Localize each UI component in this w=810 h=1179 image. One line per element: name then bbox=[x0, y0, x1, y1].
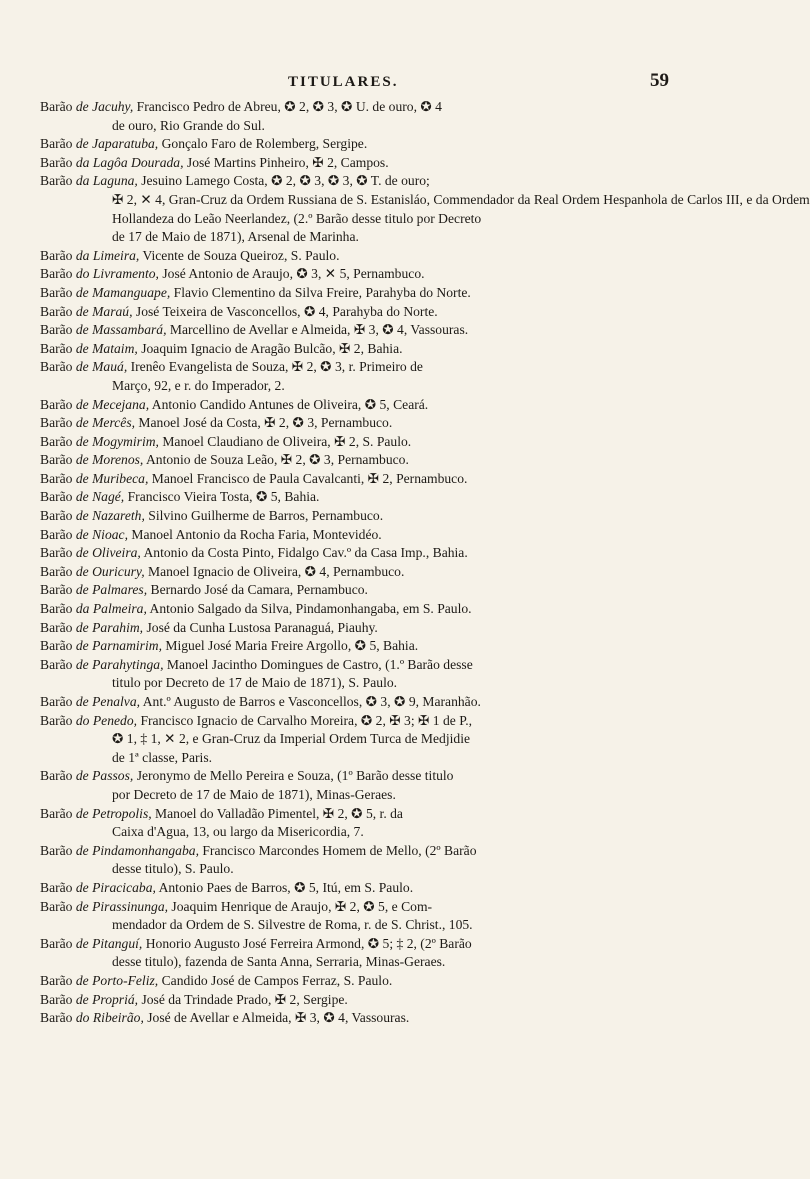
title-entry bbox=[40, 98, 725, 135]
page-number: 59 bbox=[650, 70, 669, 91]
title-entry bbox=[40, 303, 725, 322]
entry-continuation-line: Caixa d'Agua, 13, ou largo da Misericordia, 7. bbox=[112, 824, 364, 840]
title-entry bbox=[40, 488, 725, 507]
title-entry bbox=[40, 247, 725, 266]
entry-continuation-line: desse titulo), fazenda de Santa Anna, Serraria, Minas-Geraes. bbox=[112, 954, 446, 970]
entry-first-line bbox=[40, 972, 725, 991]
title-entry bbox=[40, 637, 725, 656]
entry-first-line bbox=[40, 712, 725, 731]
entry-title: Barão bbox=[40, 452, 73, 468]
entry-first-line bbox=[40, 414, 725, 433]
entry-place-name: de Morenos, bbox=[75, 452, 144, 468]
entry-title: Barão bbox=[40, 359, 73, 375]
title-entry bbox=[40, 284, 725, 303]
entry-title: Barão bbox=[40, 972, 73, 988]
entry-title: Barão bbox=[40, 489, 73, 505]
entry-place-name: de Maraú, bbox=[75, 303, 133, 319]
entry-title: Barão bbox=[40, 656, 73, 672]
entry-text: José Teixeira de Vasconcellos, ✪ 4, Parahyba do Norte. bbox=[135, 303, 438, 319]
entry-text: Joaquim Henrique de Araujo, ✠ 2, ✪ 5, e Com- bbox=[171, 898, 433, 914]
entry-text: José Martins Pinheiro, ✠ 2, Campos. bbox=[186, 154, 389, 170]
entry-place-name: de Muribeca, bbox=[75, 470, 149, 486]
entry-first-line bbox=[40, 98, 725, 117]
entry-continuation-line: ✠ 2, ✕ 4, Gran-Cruz da Ordem Russiana de S. Estanisláo, Commendador da Real Ordem Hespanhola de Carlos III, e da Ordem bbox=[112, 191, 810, 207]
title-entry bbox=[40, 154, 725, 173]
title-entry bbox=[40, 526, 725, 545]
entry-first-line bbox=[40, 767, 725, 786]
entry-place-name: de Jacuhy, bbox=[75, 99, 134, 114]
entry-text: Antonio Salgado da Silva, Pindamonhangaba, em S. Paulo. bbox=[149, 601, 472, 617]
entry-title: Barão bbox=[40, 601, 73, 617]
entry-continuation-line: Março, 92, e r. do Imperador, 2. bbox=[112, 377, 285, 393]
entry-text: José de Avellar e Almeida, ✠ 3, ✪ 4, Vassouras. bbox=[147, 1010, 410, 1026]
entry-title: Barão bbox=[40, 712, 73, 728]
entry-place-name: de Pitanguí, bbox=[75, 935, 143, 951]
entry-first-line bbox=[40, 172, 725, 191]
entry-first-line bbox=[40, 507, 725, 526]
entry-place-name: de Pindamonhangaba, bbox=[75, 842, 199, 858]
entry-place-name: de Mecejana, bbox=[75, 396, 150, 412]
entry-text: Francisco Pedro de Abreu, ✪ 2, ✪ 3, ✪ U. de ouro, ✪ 4 bbox=[136, 99, 442, 114]
title-entry bbox=[40, 712, 725, 768]
entry-title: Barão bbox=[40, 694, 73, 709]
entry-first-line bbox=[40, 135, 725, 154]
entry-place-name: de Parnamirim, bbox=[75, 638, 162, 654]
entry-place-name: de Nagé, bbox=[75, 489, 125, 505]
title-entry bbox=[40, 805, 725, 842]
entry-place-name: do Ribeirão, bbox=[75, 1010, 144, 1026]
title-entry bbox=[40, 693, 725, 712]
title-entry bbox=[40, 619, 725, 638]
entry-first-line bbox=[40, 600, 725, 619]
entry-first-line bbox=[40, 898, 725, 917]
title-entry bbox=[40, 433, 725, 452]
title-entry bbox=[40, 563, 725, 582]
title-entry bbox=[40, 656, 725, 693]
entry-text: Irenêo Evangelista de Souza, ✠ 2, ✪ 3, r. Primeiro de bbox=[130, 359, 423, 375]
entry-title: Barão bbox=[40, 284, 73, 300]
entry-text: Silvino Guilherme de Barros, Pernambuco. bbox=[148, 508, 384, 524]
entry-place-name: de Penalva, bbox=[75, 694, 141, 709]
entry-text: Gonçalo Faro de Rolemberg, Sergipe. bbox=[161, 136, 368, 152]
entry-place-name: de Mamanguape, bbox=[75, 284, 171, 300]
entry-place-name: do Penedo, bbox=[75, 712, 138, 728]
entry-text: Manoel Jacintho Domingues de Castro, (1.º Barão desse bbox=[166, 656, 473, 672]
entry-first-line bbox=[40, 842, 725, 861]
entry-text: Manoel Claudiano de Oliveira, ✠ 2, S. Paulo. bbox=[162, 433, 412, 449]
title-entry bbox=[40, 544, 725, 563]
entry-text: Manoel Ignacio de Oliveira, ✪ 4, Pernambuco. bbox=[148, 563, 405, 579]
entry-text: Ant.º Augusto de Barros e Vasconcellos, ✪ 3, ✪ 9, Maranhão. bbox=[142, 694, 481, 709]
title-entry bbox=[40, 358, 725, 395]
entry-continuation-line: de ouro, Rio Grande do Sul. bbox=[112, 117, 265, 133]
title-entry bbox=[40, 135, 725, 154]
entry-title: Barão bbox=[40, 136, 73, 152]
entry-first-line bbox=[40, 265, 725, 284]
title-entry bbox=[40, 507, 725, 526]
entry-text: José Antonio de Araujo, ✪ 3, ✕ 5, Pernambuco. bbox=[162, 266, 425, 282]
page-header bbox=[0, 70, 747, 96]
entry-title: Barão bbox=[40, 638, 73, 654]
entry-place-name: de Palmares, bbox=[75, 582, 148, 598]
entry-text: Francisco Vieira Tosta, ✪ 5, Bahia. bbox=[127, 489, 320, 505]
entry-title: Barão bbox=[40, 470, 73, 486]
titles-list bbox=[40, 98, 810, 1028]
entry-title: Barão bbox=[40, 898, 73, 914]
entry-title: Barão bbox=[40, 154, 73, 170]
entry-place-name: de Oliveira, bbox=[75, 545, 141, 561]
entry-first-line bbox=[40, 637, 725, 656]
entry-place-name: de Piracicaba, bbox=[75, 879, 156, 895]
entry-text: Francisco Marcondes Homem de Mello, (2º Barão bbox=[202, 842, 477, 858]
entry-place-name: da Limeira, bbox=[75, 247, 140, 263]
title-entry bbox=[40, 414, 725, 433]
entry-place-name: de Parahim, bbox=[75, 619, 144, 635]
entry-title: Barão bbox=[40, 415, 73, 431]
entry-place-name: da Lagôa Dourada, bbox=[75, 154, 184, 170]
entry-first-line bbox=[40, 396, 725, 415]
entry-first-line bbox=[40, 470, 725, 489]
entry-text: José da Trindade Prado, ✠ 2, Sergipe. bbox=[141, 991, 348, 1007]
entry-continuation-line: ✪ 1, ‡ 1, ✕ 2, e Gran-Cruz da Imperial Ordem Turca de Medjidie bbox=[112, 731, 471, 747]
title-entry bbox=[40, 767, 725, 804]
entry-title: Barão bbox=[40, 842, 73, 858]
entry-continuation-line: mendador da Ordem de S. Silvestre de Roma, r. de S. Christ., 105. bbox=[112, 917, 473, 933]
title-entry bbox=[40, 898, 725, 935]
entry-title: Barão bbox=[40, 396, 73, 412]
title-entry bbox=[40, 581, 725, 600]
entry-first-line bbox=[40, 656, 725, 675]
entry-title: Barão bbox=[40, 526, 73, 542]
entry-title: Barão bbox=[40, 991, 73, 1007]
entry-place-name: de Mataim, bbox=[75, 340, 138, 356]
entry-text: Francisco Ignacio de Carvalho Moreira, ✪ 2, ✠ 3; ✠ 1 de P., bbox=[140, 712, 473, 728]
entry-first-line bbox=[40, 154, 725, 173]
title-entry bbox=[40, 340, 725, 359]
title-entry bbox=[40, 935, 725, 972]
entry-place-name: de Japaratuba, bbox=[75, 136, 159, 152]
entry-text: Candido José de Campos Ferraz, S. Paulo. bbox=[161, 972, 393, 988]
entry-place-name: da Laguna, bbox=[75, 173, 138, 189]
entry-continuation-line: por Decreto de 17 de Maio de 1871), Minas-Geraes. bbox=[112, 786, 396, 802]
entry-place-name: de Petropolis, bbox=[75, 805, 152, 821]
entry-text: Honorio Augusto José Ferreira Armond, ✪ 5; ‡ 2, (2º Barão bbox=[145, 935, 472, 951]
entry-title: Barão bbox=[40, 99, 73, 114]
entry-text: Manoel do Valladão Pimentel, ✠ 2, ✪ 5, r. da bbox=[155, 805, 403, 821]
entry-first-line bbox=[40, 526, 725, 545]
entry-first-line bbox=[40, 451, 725, 470]
entry-text: Jesuino Lamego Costa, ✪ 2, ✪ 3, ✪ 3, ✪ T. de ouro; bbox=[141, 173, 430, 189]
entry-first-line bbox=[40, 581, 725, 600]
entry-place-name: de Nioac, bbox=[75, 526, 128, 542]
entry-title: Barão bbox=[40, 1010, 73, 1026]
entry-title: Barão bbox=[40, 247, 73, 263]
entry-place-name: de Parahytinga, bbox=[75, 656, 164, 672]
entry-text: Vicente de Souza Queiroz, S. Paulo. bbox=[142, 247, 340, 263]
entry-first-line bbox=[40, 619, 725, 638]
entry-text: Antonio da Costa Pinto, Fidalgo Cav.º da Casa Imp., Bahia. bbox=[143, 545, 468, 561]
entry-text: José da Cunha Lustosa Paranaguá, Piauhy. bbox=[146, 619, 378, 635]
entry-title: Barão bbox=[40, 935, 73, 951]
entry-first-line bbox=[40, 693, 725, 712]
entry-first-line bbox=[40, 935, 725, 954]
entry-title: Barão bbox=[40, 266, 73, 282]
running-title: TITULARES. bbox=[288, 74, 399, 90]
entry-first-line bbox=[40, 433, 725, 452]
entry-title: Barão bbox=[40, 433, 73, 449]
title-entry bbox=[40, 600, 725, 619]
entry-first-line bbox=[40, 284, 725, 303]
entry-continuation-line: de 17 de Maio de 1871), Arsenal de Marinha. bbox=[112, 229, 359, 245]
entry-title: Barão bbox=[40, 582, 73, 598]
title-entry bbox=[40, 972, 725, 991]
entry-text: Jeronymo de Mello Pereira e Souza, (1º Barão desse titulo bbox=[136, 768, 454, 784]
title-entry bbox=[40, 470, 725, 489]
entry-text: Manoel José da Costa, ✠ 2, ✪ 3, Pernambuco. bbox=[138, 415, 393, 431]
entry-place-name: de Passos, bbox=[75, 768, 134, 784]
entry-title: Barão bbox=[40, 619, 73, 635]
entry-place-name: de Nazareth, bbox=[75, 508, 145, 524]
entry-place-name: do Livramento, bbox=[75, 266, 159, 282]
entry-place-name: de Mercês, bbox=[75, 415, 136, 431]
entry-place-name: de Massambará, bbox=[75, 322, 167, 338]
entry-title: Barão bbox=[40, 879, 73, 895]
entry-text: Marcellino de Avellar e Almeida, ✠ 3, ✪ 4, Vassouras. bbox=[169, 322, 469, 338]
entry-continuation-line: titulo por Decreto de 17 de Maio de 1871), S. Paulo. bbox=[112, 675, 398, 691]
entry-text: Antonio Candido Antunes de Oliveira, ✪ 5, Ceará. bbox=[151, 396, 429, 412]
entry-place-name: de Porto-Feliz, bbox=[75, 972, 159, 988]
entry-text: Manoel Francisco de Paula Cavalcanti, ✠ 2, Pernambuco. bbox=[151, 470, 468, 486]
entry-text: Flavio Clementino da Silva Freire, Parahyba do Norte. bbox=[173, 284, 471, 300]
entry-title: Barão bbox=[40, 340, 73, 356]
entry-title: Barão bbox=[40, 805, 73, 821]
title-entry bbox=[40, 172, 810, 246]
entry-title: Barão bbox=[40, 545, 73, 561]
entry-continuation-line: Hollandeza do Leão Neerlandez, (2.º Barão desse titulo por Decreto bbox=[112, 210, 482, 226]
entry-title: Barão bbox=[40, 563, 73, 579]
entry-text: Miguel José Maria Freire Argollo, ✪ 5, Bahia. bbox=[165, 638, 419, 654]
entry-place-name: de Ouricury, bbox=[75, 563, 145, 579]
title-entry bbox=[40, 1009, 725, 1028]
entry-title: Barão bbox=[40, 173, 73, 189]
entry-title: Barão bbox=[40, 768, 73, 784]
entry-place-name: de Pirassinunga, bbox=[75, 898, 169, 914]
entry-title: Barão bbox=[40, 303, 73, 319]
entry-first-line bbox=[40, 991, 725, 1010]
entry-first-line bbox=[40, 488, 725, 507]
entry-title: Barão bbox=[40, 322, 73, 338]
entry-text: Joaquim Ignacio de Aragão Bulcão, ✠ 2, Bahia. bbox=[141, 340, 403, 356]
title-entry bbox=[40, 991, 725, 1010]
entry-text: Antonio de Souza Leão, ✠ 2, ✪ 3, Pernambuco. bbox=[145, 452, 409, 468]
entry-place-name: da Palmeira, bbox=[75, 601, 147, 617]
entry-text: Antonio Paes de Barros, ✪ 5, Itú, em S. Paulo. bbox=[158, 879, 414, 895]
entry-first-line bbox=[40, 563, 725, 582]
entry-text: Bernardo José da Camara, Pernambuco. bbox=[150, 582, 368, 598]
title-entry bbox=[40, 842, 725, 879]
entry-place-name: de Mauá, bbox=[75, 359, 128, 375]
entry-text: Manoel Antonio da Rocha Faria, Montevidéo. bbox=[131, 526, 382, 542]
entry-first-line bbox=[40, 544, 725, 563]
entry-first-line bbox=[40, 358, 725, 377]
title-entry bbox=[40, 321, 725, 340]
entry-first-line bbox=[40, 879, 725, 898]
entry-first-line bbox=[40, 340, 725, 359]
entry-title: Barão bbox=[40, 508, 73, 524]
title-entry bbox=[40, 879, 725, 898]
entry-first-line bbox=[40, 303, 725, 322]
entry-first-line bbox=[40, 321, 725, 340]
entry-place-name: de Mogymirim, bbox=[75, 433, 159, 449]
entry-first-line bbox=[40, 805, 725, 824]
title-entry bbox=[40, 451, 725, 470]
title-entry bbox=[40, 265, 725, 284]
entry-continuation-line: desse titulo), S. Paulo. bbox=[112, 861, 234, 877]
entry-continuation-line: de 1ª classe, Paris. bbox=[112, 749, 213, 765]
title-entry bbox=[40, 396, 725, 415]
entry-place-name: de Propriá, bbox=[75, 991, 139, 1007]
entry-first-line bbox=[40, 247, 725, 266]
entry-first-line bbox=[40, 1009, 725, 1028]
